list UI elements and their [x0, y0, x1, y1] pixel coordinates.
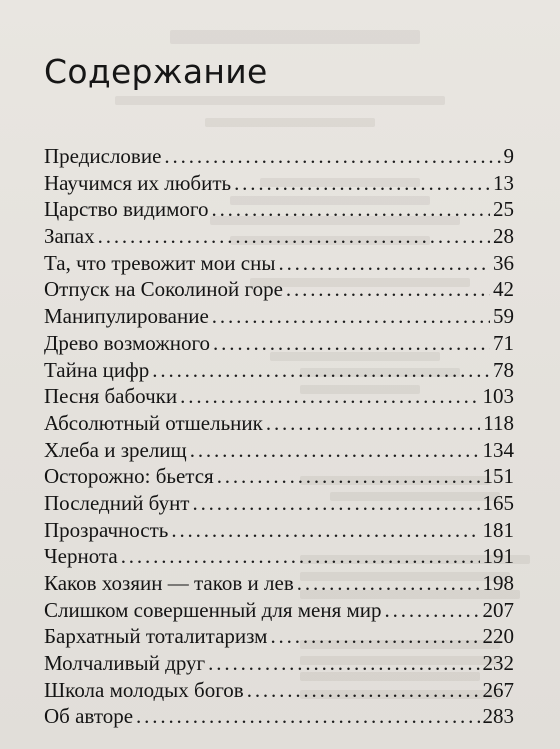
table-of-contents: [44, 144, 514, 731]
toc-entry[interactable]: [44, 277, 514, 304]
dot-leader: [278, 251, 490, 276]
dot-leader: [98, 224, 490, 249]
toc-entry-title: Хлеба и зрелищ: [44, 437, 187, 462]
page-title: Содержание: [44, 52, 268, 91]
toc-entry[interactable]: [44, 544, 514, 571]
toc-entry-page: 71: [493, 330, 514, 355]
dot-leader: [212, 304, 490, 329]
toc-entry-page: 42: [493, 277, 514, 302]
dot-leader: [152, 358, 490, 383]
toc-entry[interactable]: [44, 464, 514, 491]
toc-entry[interactable]: [44, 678, 514, 705]
dot-leader: [234, 171, 490, 196]
toc-entry-title: Царство видимого: [44, 197, 209, 222]
toc-entry-title: Песня бабочки: [44, 384, 178, 409]
toc-entry[interactable]: [44, 571, 514, 598]
toc-entry-page: 232: [482, 651, 514, 676]
toc-entry-title: Манипулирование: [44, 304, 209, 329]
toc-entry-page: 283: [482, 704, 514, 729]
toc-entry-page: 267: [482, 677, 514, 702]
toc-entry-title: Молчаливый друг: [44, 651, 206, 676]
dot-leader: [164, 144, 500, 169]
toc-entry-page: 191: [482, 544, 514, 569]
toc-entry-title: Запах: [44, 224, 95, 249]
toc-entry-page: 36: [493, 250, 514, 275]
toc-entry-page: 165: [482, 490, 514, 515]
dot-leader: [190, 438, 480, 463]
dot-leader: [297, 571, 480, 596]
toc-entry-page: 118: [483, 410, 514, 435]
dot-leader: [136, 704, 479, 729]
toc-entry-title: Та, что тревожит мои сны: [44, 250, 276, 275]
toc-entry[interactable]: [44, 251, 514, 278]
toc-entry-page: 78: [493, 357, 514, 382]
toc-entry[interactable]: [44, 304, 514, 331]
toc-entry-title: Древо возможного: [44, 330, 211, 355]
toc-entry-title: Бархатный тоталитаризм: [44, 624, 268, 649]
dot-leader: [247, 678, 480, 703]
toc-entry[interactable]: [44, 411, 514, 438]
toc-entry-page: 134: [482, 437, 514, 462]
toc-entry-page: 198: [482, 571, 514, 595]
toc-entry-title: Научимся их любить: [44, 170, 232, 195]
toc-entry-title: Каков хозяин — таков и лев: [44, 571, 294, 595]
toc-entry-page: 25: [493, 197, 514, 222]
dot-leader: [192, 491, 479, 516]
toc-entry-page: 207: [482, 597, 514, 622]
toc-entry-page: 151: [482, 464, 514, 489]
dot-leader: [180, 384, 479, 409]
toc-entry[interactable]: [44, 491, 514, 518]
toc-entry[interactable]: [44, 651, 514, 678]
toc-entry-title: Тайна цифр: [44, 357, 150, 382]
dot-leader: [121, 544, 480, 569]
toc-entry[interactable]: [44, 598, 514, 625]
toc-entry[interactable]: [44, 144, 514, 171]
toc-entry-title: Прозрачность: [44, 517, 169, 542]
dot-leader: [266, 411, 480, 436]
dot-leader: [211, 197, 490, 222]
dot-leader: [286, 277, 490, 302]
toc-entry-title: Школа молодых богов: [44, 677, 244, 702]
dot-leader: [270, 624, 479, 649]
toc-entry[interactable]: [44, 518, 514, 545]
dot-leader: [217, 464, 480, 489]
toc-entry[interactable]: [44, 358, 514, 385]
toc-entry-title: Абсолютный отшельник: [44, 410, 263, 435]
toc-entry-page: 13: [493, 170, 514, 195]
toc-entry-page: 103: [482, 384, 514, 409]
toc-entry-page: 28: [493, 224, 514, 249]
toc-entry[interactable]: [44, 171, 514, 198]
dot-leader: [171, 518, 479, 543]
toc-entry-page: 220: [482, 624, 514, 649]
toc-entry[interactable]: [44, 331, 514, 358]
toc-entry-page: 9: [503, 144, 514, 168]
toc-entry-page: 181: [482, 517, 514, 542]
toc-entry-page: 59: [493, 304, 514, 329]
toc-entry[interactable]: [44, 197, 514, 224]
toc-entry-title: Предисловие: [44, 144, 162, 168]
toc-entry[interactable]: [44, 224, 514, 251]
toc-entry-title: Слишком совершенный для меня мир: [44, 597, 382, 622]
toc-entry[interactable]: [44, 704, 514, 731]
toc-entry-title: Чернота: [44, 544, 118, 569]
dot-leader: [385, 598, 480, 623]
toc-entry[interactable]: [44, 384, 514, 411]
toc-entry-title: Отпуск на Соколиной горе: [44, 277, 283, 302]
toc-entry-title: Последний бунт: [44, 490, 190, 515]
toc-entry-title: Осторожно: бьется: [44, 464, 214, 489]
dot-leader: [213, 331, 490, 356]
dot-leader: [208, 651, 479, 676]
toc-entry[interactable]: [44, 438, 514, 465]
toc-entry-title: Об авторе: [44, 704, 134, 729]
toc-entry[interactable]: [44, 624, 514, 651]
